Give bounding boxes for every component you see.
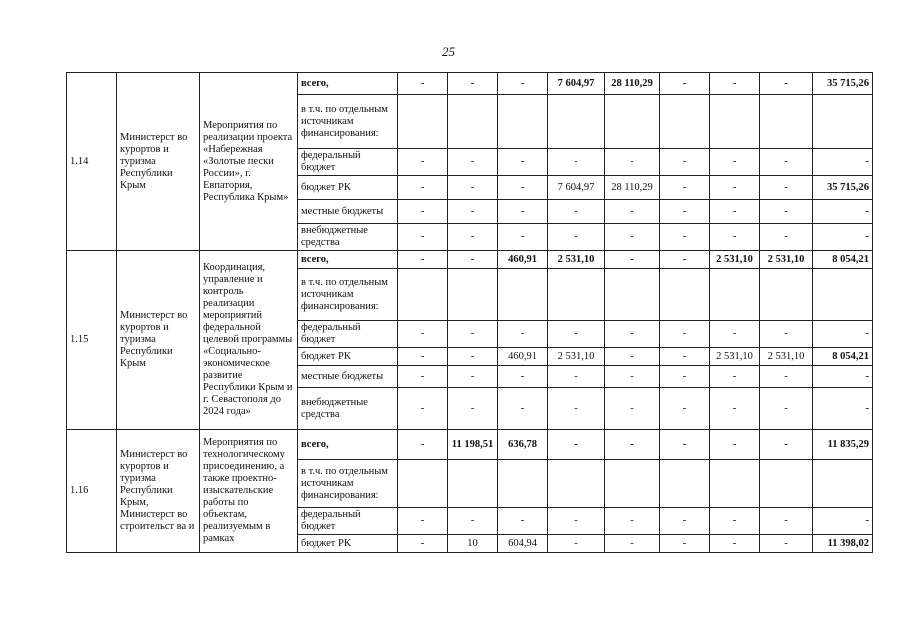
year-value: -: [660, 251, 710, 269]
year-value: 636,78: [498, 430, 548, 460]
year-value: -: [760, 321, 813, 348]
year-value: [398, 95, 448, 149]
year-value: -: [710, 508, 760, 535]
year-value: -: [660, 321, 710, 348]
year-value: -: [605, 508, 660, 535]
year-value: [660, 460, 710, 508]
total-value: 35 715,26: [813, 73, 873, 95]
year-value: [448, 460, 498, 508]
year-value: [498, 95, 548, 149]
year-value: -: [760, 224, 813, 251]
funding-source: бюджет РК: [298, 535, 398, 553]
row-number: 1.16: [67, 430, 117, 553]
year-value: -: [710, 224, 760, 251]
year-value: [760, 460, 813, 508]
year-value: -: [498, 149, 548, 176]
year-value: -: [498, 224, 548, 251]
year-value: [760, 269, 813, 321]
year-value: -: [660, 535, 710, 553]
year-value: -: [760, 149, 813, 176]
responsible-organization: Министерст во курортов и туризма Республики Крым: [117, 73, 200, 251]
year-value: -: [398, 348, 448, 366]
year-value: -: [448, 366, 498, 388]
year-value: -: [605, 224, 660, 251]
year-value: 7 604,97: [548, 73, 605, 95]
year-value: -: [660, 149, 710, 176]
year-value: -: [498, 321, 548, 348]
year-value: 2 531,10: [548, 251, 605, 269]
year-value: 10: [448, 535, 498, 553]
funding-source: всего,: [298, 73, 398, 95]
event-description: Координация, управление и контроль реализации мероприятий федеральной целевой программы «Социально-экономическое развитие Республики Крым и г. Севастополя до 2024 года»: [200, 251, 298, 430]
total-value: -: [813, 366, 873, 388]
year-value: [448, 95, 498, 149]
year-value: -: [398, 430, 448, 460]
year-value: -: [398, 321, 448, 348]
total-value: 8 054,21: [813, 251, 873, 269]
year-value: 2 531,10: [548, 348, 605, 366]
year-value: -: [398, 176, 448, 200]
year-value: -: [448, 176, 498, 200]
year-value: -: [548, 224, 605, 251]
total-value: [813, 269, 873, 321]
total-value: 11 398,02: [813, 535, 873, 553]
year-value: [710, 95, 760, 149]
year-value: -: [548, 366, 605, 388]
year-value: -: [498, 366, 548, 388]
row-number: 1.15: [67, 251, 117, 430]
year-value: 2 531,10: [760, 251, 813, 269]
year-value: [710, 460, 760, 508]
year-value: -: [660, 508, 710, 535]
total-value: 11 835,29: [813, 430, 873, 460]
event-description: Мероприятия по технологическому присоединению, а также проектно-изыскательские работы по объектам, реализуемым в рамках: [200, 430, 298, 553]
year-value: -: [548, 200, 605, 224]
year-value: -: [605, 321, 660, 348]
year-value: -: [760, 176, 813, 200]
year-value: -: [710, 430, 760, 460]
table-row: [67, 430, 873, 460]
year-value: 2 531,10: [710, 348, 760, 366]
year-value: -: [710, 321, 760, 348]
year-value: 460,91: [498, 251, 548, 269]
year-value: [605, 95, 660, 149]
year-value: -: [760, 430, 813, 460]
year-value: 28 110,29: [605, 176, 660, 200]
year-value: 2 531,10: [710, 251, 760, 269]
year-value: -: [710, 149, 760, 176]
year-value: -: [605, 388, 660, 430]
year-value: [605, 269, 660, 321]
year-value: [548, 460, 605, 508]
year-value: -: [498, 73, 548, 95]
year-value: -: [605, 149, 660, 176]
year-value: [498, 269, 548, 321]
year-value: -: [660, 224, 710, 251]
funding-source: в т.ч. по отдельным источникам финансирования:: [298, 460, 398, 508]
year-value: [660, 95, 710, 149]
year-value: 604,94: [498, 535, 548, 553]
year-value: -: [660, 366, 710, 388]
year-value: [760, 95, 813, 149]
funding-source: всего,: [298, 430, 398, 460]
total-value: -: [813, 508, 873, 535]
year-value: -: [498, 176, 548, 200]
year-value: -: [498, 200, 548, 224]
responsible-organization: Министерст во курортов и туризма Республики Крым: [117, 251, 200, 430]
funding-source: в т.ч. по отдельным источникам финансирования:: [298, 95, 398, 149]
year-value: -: [605, 535, 660, 553]
year-value: -: [605, 200, 660, 224]
year-value: -: [660, 176, 710, 200]
year-value: 28 110,29: [605, 73, 660, 95]
funding-source: местные бюджеты: [298, 200, 398, 224]
table-row: [67, 251, 873, 269]
year-value: -: [548, 321, 605, 348]
year-value: -: [660, 73, 710, 95]
funding-source: внебюджетные средства: [298, 388, 398, 430]
year-value: -: [398, 224, 448, 251]
year-value: -: [710, 366, 760, 388]
year-value: [660, 269, 710, 321]
year-value: -: [760, 200, 813, 224]
funding-source: всего,: [298, 251, 398, 269]
year-value: -: [448, 348, 498, 366]
year-value: -: [448, 200, 498, 224]
year-value: -: [605, 430, 660, 460]
year-value: -: [448, 149, 498, 176]
table-body: [67, 73, 873, 553]
event-description: Мероприятия по реализации проекта «Набережная «Золотые пески России», г. Евпатория, Республика Крым»: [200, 73, 298, 251]
year-value: -: [760, 73, 813, 95]
row-number: 1.14: [67, 73, 117, 251]
year-value: -: [398, 73, 448, 95]
total-value: -: [813, 224, 873, 251]
year-value: -: [760, 388, 813, 430]
year-value: -: [605, 366, 660, 388]
year-value: -: [548, 535, 605, 553]
year-value: -: [710, 535, 760, 553]
year-value: [548, 95, 605, 149]
table-row: [67, 73, 873, 95]
year-value: [498, 460, 548, 508]
year-value: [710, 269, 760, 321]
year-value: -: [448, 321, 498, 348]
year-value: -: [448, 251, 498, 269]
year-value: -: [448, 388, 498, 430]
year-value: -: [448, 73, 498, 95]
year-value: -: [398, 535, 448, 553]
year-value: 7 604,97: [548, 176, 605, 200]
year-value: -: [660, 348, 710, 366]
total-value: -: [813, 388, 873, 430]
year-value: -: [710, 176, 760, 200]
total-value: -: [813, 321, 873, 348]
year-value: -: [548, 430, 605, 460]
year-value: -: [760, 508, 813, 535]
year-value: 2 531,10: [760, 348, 813, 366]
year-value: -: [710, 73, 760, 95]
year-value: -: [605, 348, 660, 366]
year-value: -: [548, 149, 605, 176]
funding-source: местные бюджеты: [298, 366, 398, 388]
year-value: -: [605, 251, 660, 269]
year-value: [398, 460, 448, 508]
year-value: -: [660, 388, 710, 430]
funding-source: федеральный бюджет: [298, 321, 398, 348]
year-value: -: [398, 251, 448, 269]
year-value: [548, 269, 605, 321]
responsible-organization: Министерст во курортов и туризма Республики Крым, Министерст во строительст ва и: [117, 430, 200, 553]
year-value: -: [548, 388, 605, 430]
funding-source: федеральный бюджет: [298, 508, 398, 535]
page-number: 25: [442, 44, 455, 59]
funding-source: бюджет РК: [298, 176, 398, 200]
total-value: [813, 460, 873, 508]
year-value: -: [398, 388, 448, 430]
year-value: [605, 460, 660, 508]
year-value: -: [710, 388, 760, 430]
year-value: -: [760, 535, 813, 553]
funding-source: бюджет РК: [298, 348, 398, 366]
total-value: -: [813, 149, 873, 176]
year-value: -: [448, 224, 498, 251]
year-value: -: [398, 149, 448, 176]
year-value: -: [710, 200, 760, 224]
year-value: -: [660, 430, 710, 460]
year-value: -: [398, 508, 448, 535]
total-value: 8 054,21: [813, 348, 873, 366]
year-value: -: [398, 200, 448, 224]
year-value: -: [660, 200, 710, 224]
funding-source: внебюджетные средства: [298, 224, 398, 251]
year-value: -: [398, 366, 448, 388]
year-value: [448, 269, 498, 321]
total-value: [813, 95, 873, 149]
total-value: 35 715,26: [813, 176, 873, 200]
year-value: [398, 269, 448, 321]
financing-table: [66, 72, 873, 553]
year-value: 11 198,51: [448, 430, 498, 460]
year-value: 460,91: [498, 348, 548, 366]
total-value: -: [813, 200, 873, 224]
year-value: -: [448, 508, 498, 535]
year-value: -: [548, 508, 605, 535]
year-value: -: [498, 388, 548, 430]
funding-source: в т.ч. по отдельным источникам финансирования:: [298, 269, 398, 321]
year-value: -: [760, 366, 813, 388]
funding-source: федеральный бюджет: [298, 149, 398, 176]
year-value: -: [498, 508, 548, 535]
